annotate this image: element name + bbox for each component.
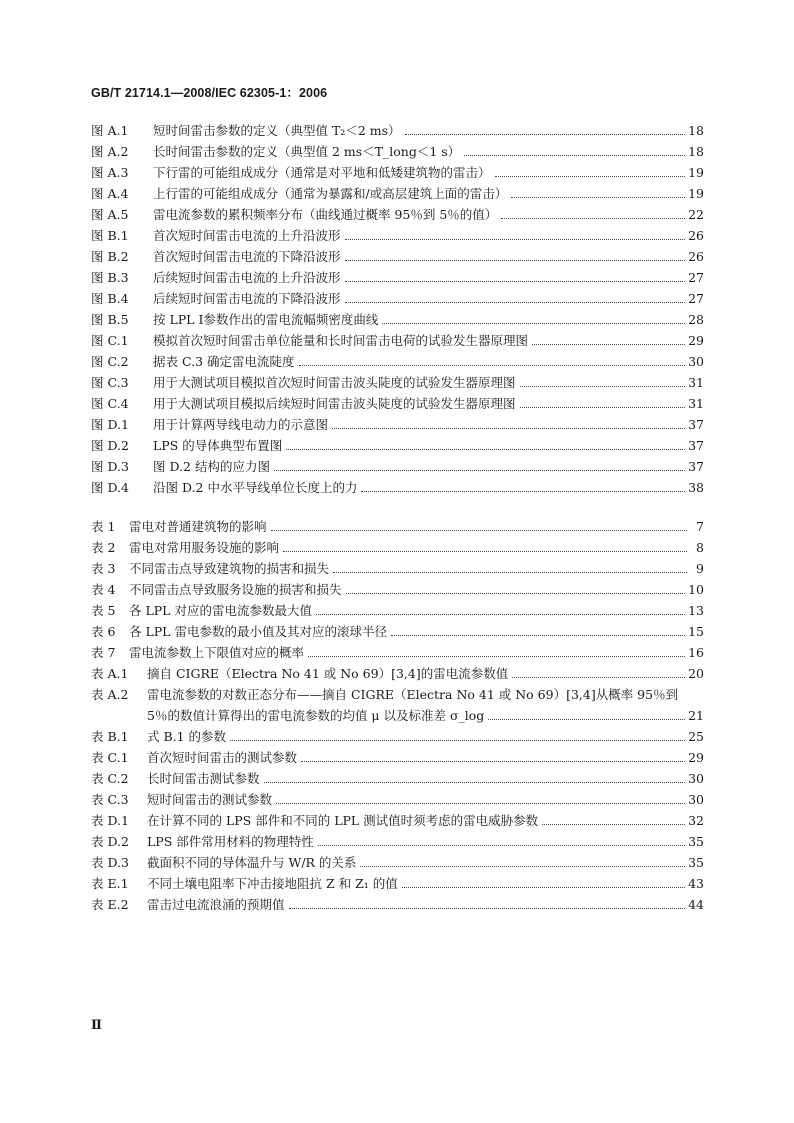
entry-title: 长时间雷击参数的定义（典型值 2 ms＜T_long＜1 s） xyxy=(153,144,461,159)
entry-page: 37 xyxy=(688,438,704,453)
entry-number: 表 5 xyxy=(91,603,116,618)
entry-title: 上行雷的可能组成成分（通常为暴露和/或高层建筑上面的雷击） xyxy=(153,186,508,201)
dot-leader xyxy=(345,229,686,240)
dot-leader xyxy=(316,604,685,615)
entry-number: 图 A.3 xyxy=(91,165,129,180)
entry-number: 图 B.4 xyxy=(91,291,129,306)
entry-title: 用于大测试项目模拟首次短时间雷击波头陡度的试验发生器原理图 xyxy=(153,375,516,390)
toc-entry[interactable] xyxy=(91,555,704,576)
entry-title: 雷电流参数上下限值对应的概率 xyxy=(129,645,305,660)
entry-number: 表 E.1 xyxy=(91,876,129,891)
entry-page: 10 xyxy=(688,582,704,597)
entry-page: 28 xyxy=(688,312,704,327)
entry-page: 32 xyxy=(688,813,704,828)
entry-number: 表 A.1 xyxy=(91,666,129,681)
entry-page: 31 xyxy=(688,375,704,390)
entry-page: 38 xyxy=(688,480,704,495)
entry-title: 首次短时间雷击电流的下降沿波形 xyxy=(153,249,341,264)
dot-leader xyxy=(402,877,685,888)
entry-page: 27 xyxy=(688,291,704,306)
entry-title: 用于大测试项目模拟后续短时间雷击波头陡度的试验发生器原理图 xyxy=(153,396,516,411)
entry-number: 图 C.2 xyxy=(91,354,129,369)
entry-title: 雷击过电流浪涌的预期值 xyxy=(147,897,285,912)
entry-number: 表 D.2 xyxy=(91,834,129,849)
entry-page: 29 xyxy=(688,333,704,348)
entry-title-continued: 5％的数值计算得出的雷电流参数的均值 μ 以及标准差 σ_log xyxy=(147,708,485,723)
entry-title: 雷电流参数的对数正态分布——摘自 CIGRE（Electra No 41 或 No 69）[3,4]从概率 95％到 xyxy=(147,687,679,702)
entry-number: 表 E.2 xyxy=(91,897,129,912)
entry-title: 不同雷击点导致建筑物的损害和损失 xyxy=(129,561,330,576)
entry-number: 图 B.2 xyxy=(91,249,129,264)
toc-entry[interactable] xyxy=(91,117,704,138)
dot-leader xyxy=(512,667,685,678)
entry-page: 43 xyxy=(688,876,704,891)
entry-page: 20 xyxy=(688,666,704,681)
entry-title: 各 LPL 对应的雷电流参数最大值 xyxy=(129,603,312,618)
dot-leader xyxy=(361,481,685,492)
entry-title: 后续短时间雷击电流的上升沿波形 xyxy=(153,270,341,285)
entry-page: 13 xyxy=(688,603,704,618)
entry-title: 各 LPL 雷电参数的最小值及其对应的滚球半径 xyxy=(129,624,387,639)
toc-entry[interactable] xyxy=(91,327,704,348)
entry-page: 25 xyxy=(688,729,704,744)
dot-leader xyxy=(286,439,685,450)
entry-page: 8 xyxy=(696,540,704,555)
dot-leader xyxy=(360,856,685,867)
toc-entry[interactable] xyxy=(91,201,704,222)
entry-title: 截面积不同的导体温升与 W/R 的关系 xyxy=(147,855,357,870)
toc-entry[interactable] xyxy=(91,180,704,201)
entry-number: 表 D.1 xyxy=(91,813,129,828)
page-number: Ⅱ xyxy=(91,1018,102,1033)
entry-number: 表 B.1 xyxy=(91,729,129,744)
toc-entry[interactable] xyxy=(91,264,704,285)
toc-entry[interactable] xyxy=(91,390,704,411)
entry-title: 模拟首次短时间雷击单位能量和长时间雷击电荷的试验发生器原理图 xyxy=(153,333,529,348)
entry-title: 首次短时间雷击的测试参数 xyxy=(147,750,298,765)
toc-entry[interactable] xyxy=(91,348,704,369)
entry-number: 图 A.4 xyxy=(91,186,129,201)
entry-title: LPS 部件常用材料的物理特性 xyxy=(147,834,314,849)
toc-entry[interactable] xyxy=(91,432,704,453)
toc-entry[interactable] xyxy=(91,534,704,555)
entry-page: 26 xyxy=(688,249,704,264)
dot-leader xyxy=(520,397,686,408)
entry-title: 雷电流参数的累积频率分布（曲线通过概率 95％到 5％的值） xyxy=(153,207,498,222)
entry-page: 26 xyxy=(688,228,704,243)
toc-entry[interactable] xyxy=(91,159,704,180)
dot-leader xyxy=(488,709,685,720)
toc-entry[interactable] xyxy=(91,723,704,744)
dot-leader xyxy=(332,418,685,429)
document-header: GB/T 21714.1—2008/IEC 62305-1：2006 xyxy=(91,86,328,100)
table-list xyxy=(91,513,704,912)
toc-entry[interactable] xyxy=(91,306,704,327)
entry-number: 图 B.5 xyxy=(91,312,129,327)
dot-leader xyxy=(405,124,686,135)
toc-entry[interactable] xyxy=(91,786,704,807)
toc-entry[interactable] xyxy=(91,474,704,495)
dot-leader xyxy=(276,793,685,804)
entry-page: 44 xyxy=(688,897,704,912)
toc-entry[interactable] xyxy=(91,597,704,618)
entry-title: 式 B.1 的参数 xyxy=(147,729,227,744)
entry-number: 图 A.2 xyxy=(91,144,129,159)
entry-number: 表 C.2 xyxy=(91,771,129,786)
entry-title: 首次短时间雷击电流的上升沿波形 xyxy=(153,228,341,243)
dot-leader xyxy=(345,292,686,303)
entry-page: 19 xyxy=(688,186,704,201)
entry-title: 不同土壤电阻率下冲击接地阻抗 Z 和 Z₁ 的值 xyxy=(147,876,398,891)
dot-leader xyxy=(301,751,685,762)
toc-entry[interactable] xyxy=(91,807,704,828)
entry-number: 图 D.2 xyxy=(91,438,129,453)
toc-entry[interactable] xyxy=(91,870,704,891)
entry-number: 表 2 xyxy=(91,540,116,555)
toc-entry[interactable] xyxy=(91,411,704,432)
entry-page: 15 xyxy=(688,624,704,639)
dot-leader xyxy=(495,166,686,177)
dot-leader xyxy=(299,355,686,366)
entry-number: 表 7 xyxy=(91,645,116,660)
entry-page: 19 xyxy=(688,165,704,180)
toc-entry[interactable] xyxy=(91,681,704,702)
entry-title: 用于计算两导线电动力的示意图 xyxy=(153,417,329,432)
entry-page: 37 xyxy=(688,459,704,474)
toc-entry[interactable] xyxy=(91,765,704,786)
entry-page: 31 xyxy=(688,396,704,411)
entry-page: 18 xyxy=(688,123,704,138)
entry-page: 35 xyxy=(688,834,704,849)
dot-leader xyxy=(271,520,687,531)
entry-number: 表 3 xyxy=(91,561,116,576)
entry-title: 下行雷的可能组成成分（通常是对平地和低矮建筑物的雷击） xyxy=(153,165,491,180)
entry-number: 图 C.1 xyxy=(91,333,129,348)
dot-leader xyxy=(308,646,685,657)
entry-number: 图 A.5 xyxy=(91,207,129,222)
entry-title: 后续短时间雷击电流的下降沿波形 xyxy=(153,291,341,306)
entry-number: 表 C.1 xyxy=(91,750,129,765)
entry-page: 21 xyxy=(688,708,704,723)
toc-entry[interactable] xyxy=(91,618,704,639)
toc-entry[interactable] xyxy=(91,639,704,660)
entry-page: 9 xyxy=(696,561,704,576)
dot-leader xyxy=(346,583,686,594)
entry-page: 27 xyxy=(688,270,704,285)
entry-title: 雷电对常用服务设施的影响 xyxy=(129,540,280,555)
entry-page: 37 xyxy=(688,417,704,432)
entry-page: 7 xyxy=(696,519,704,534)
entry-number: 表 C.3 xyxy=(91,792,129,807)
entry-page: 18 xyxy=(688,144,704,159)
toc-entry[interactable] xyxy=(91,513,704,534)
dot-leader xyxy=(382,313,685,324)
entry-page: 35 xyxy=(688,855,704,870)
toc-entry[interactable] xyxy=(91,222,704,243)
entry-page: 16 xyxy=(688,645,704,660)
entry-number: 表 1 xyxy=(91,519,116,534)
entry-number: 图 B.3 xyxy=(91,270,129,285)
dot-leader xyxy=(289,898,686,909)
toc-entry[interactable] xyxy=(91,243,704,264)
entry-number: 表 4 xyxy=(91,582,116,597)
toc-entry[interactable] xyxy=(91,828,704,849)
dot-leader xyxy=(532,334,685,345)
entry-page: 29 xyxy=(688,750,704,765)
entry-number: 图 B.1 xyxy=(91,228,129,243)
entry-number: 图 C.3 xyxy=(91,375,129,390)
entry-title: 短时间雷击的测试参数 xyxy=(147,792,273,807)
toc-entry[interactable] xyxy=(91,849,704,870)
entry-title: 据表 C.3 确定雷电流陡度 xyxy=(153,354,295,369)
toc-entry[interactable] xyxy=(91,891,704,912)
entry-title: 按 LPL Ⅰ参数作出的雷电流幅频密度曲线 xyxy=(153,312,379,327)
entry-number: 图 A.1 xyxy=(91,123,129,138)
dot-leader xyxy=(464,145,685,156)
toc-entry-continuation[interactable] xyxy=(147,702,704,723)
entry-number: 图 D.4 xyxy=(91,480,129,495)
entry-page: 22 xyxy=(688,207,704,222)
dot-leader xyxy=(264,772,686,783)
entry-number: 图 D.1 xyxy=(91,417,129,432)
toc-entry[interactable] xyxy=(91,744,704,765)
entry-title: 雷电对普通建筑物的影响 xyxy=(129,519,267,534)
entry-title: 不同雷击点导致服务设施的损害和损失 xyxy=(129,582,342,597)
toc-entry[interactable] xyxy=(91,576,704,597)
dot-leader xyxy=(274,460,685,471)
figure-list xyxy=(91,117,704,495)
entry-title: LPS 的导体典型布置图 xyxy=(153,438,283,453)
dot-leader xyxy=(501,208,685,219)
toc-entry[interactable] xyxy=(91,453,704,474)
entry-number: 图 D.3 xyxy=(91,459,129,474)
dot-leader xyxy=(333,562,687,573)
toc-entry[interactable] xyxy=(91,285,704,306)
entry-title: 图 D.2 结构的应力图 xyxy=(153,459,270,474)
entry-page: 30 xyxy=(688,771,704,786)
toc-entry[interactable] xyxy=(91,660,704,681)
entry-title: 沿图 D.2 中水平导线单位长度上的力 xyxy=(153,480,358,495)
entry-title: 长时间雷击测试参数 xyxy=(147,771,260,786)
entry-number: 表 6 xyxy=(91,624,116,639)
toc-entry[interactable] xyxy=(91,369,704,390)
dot-leader xyxy=(520,376,686,387)
entry-number: 图 C.4 xyxy=(91,396,129,411)
dot-leader xyxy=(542,814,685,825)
entry-number: 表 D.3 xyxy=(91,855,129,870)
dot-leader xyxy=(511,187,685,198)
entry-title: 摘自 CIGRE（Electra No 41 或 No 69）[3,4]的雷电流参数值 xyxy=(147,666,509,681)
dot-leader xyxy=(345,250,686,261)
dot-leader xyxy=(345,271,686,282)
entry-number: 表 A.2 xyxy=(91,687,129,702)
entry-title: 在计算不同的 LPS 部件和不同的 LPL 测试值时须考虑的雷电威胁参数 xyxy=(147,813,539,828)
toc-entry[interactable] xyxy=(91,138,704,159)
dot-leader xyxy=(391,625,685,636)
entry-page: 30 xyxy=(688,354,704,369)
dot-leader xyxy=(318,835,685,846)
dot-leader xyxy=(230,730,685,741)
entry-page: 30 xyxy=(688,792,704,807)
entry-title: 短时间雷击参数的定义（典型值 T₂＜2 ms） xyxy=(153,123,401,138)
dot-leader xyxy=(283,541,687,552)
